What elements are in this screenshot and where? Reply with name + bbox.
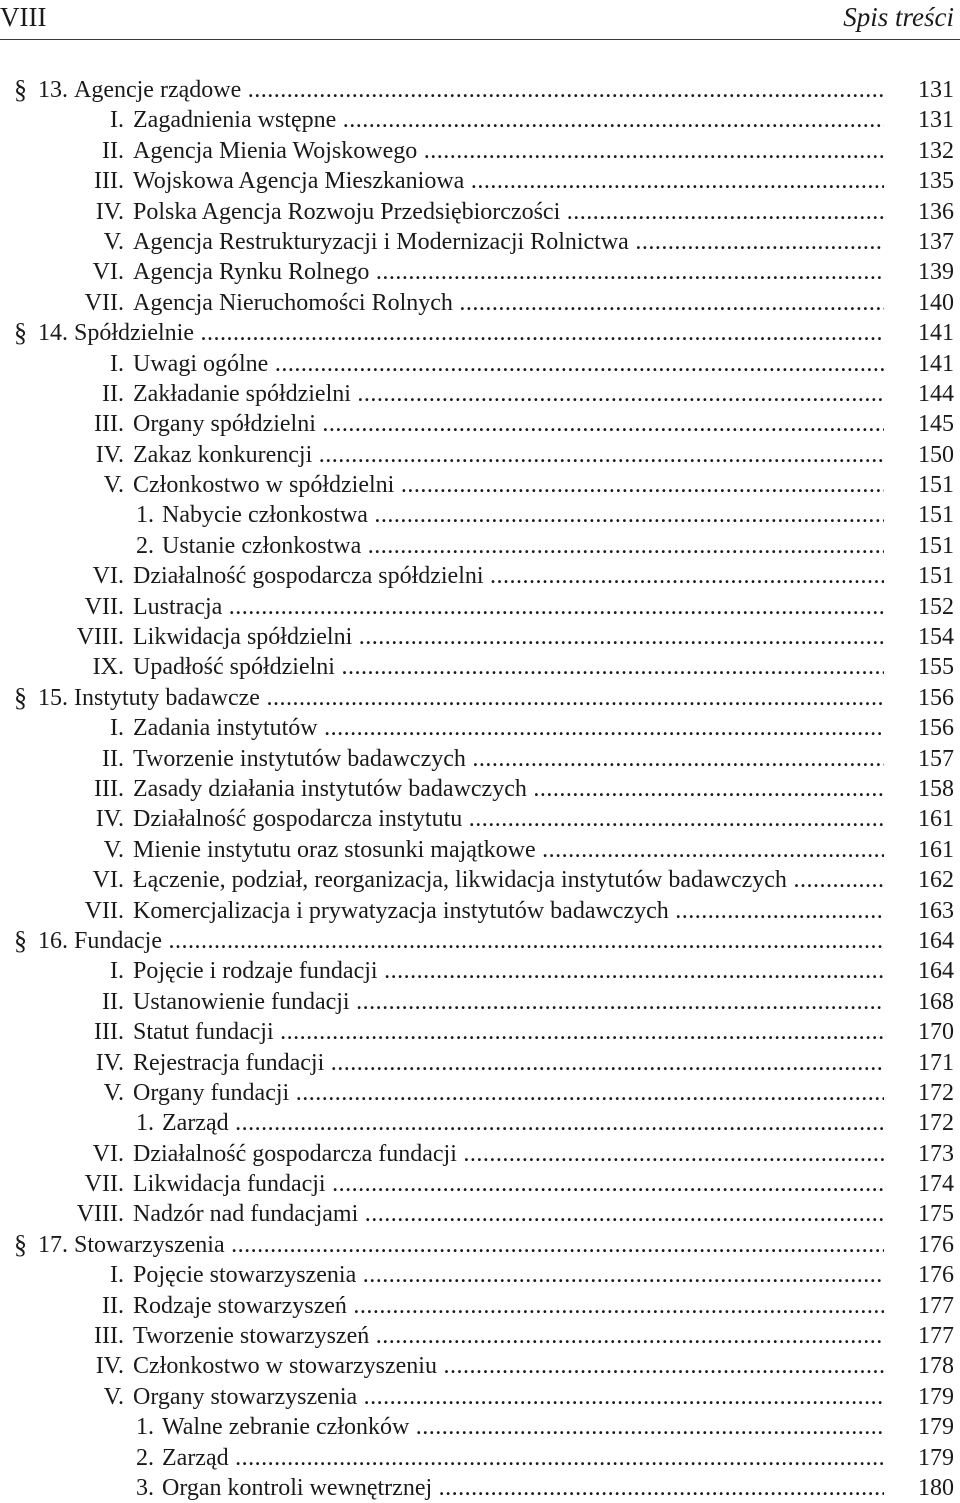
entry-number: IV. xyxy=(95,198,124,225)
entry-title: Likwidacja spółdzielni ..... xyxy=(133,622,884,652)
toc-entry xyxy=(0,1017,960,1047)
entry-number: 13. xyxy=(38,77,68,103)
entry-page-number: 176 xyxy=(918,1262,954,1289)
toc-entry xyxy=(0,1199,960,1229)
entry-title: Zadania instytutów ..... xyxy=(133,713,884,743)
entry-page-number: 152 xyxy=(918,593,954,620)
toc-entry xyxy=(0,379,960,409)
entry-title: Agencja Mienia Wojskowego ..... xyxy=(133,136,884,166)
toc-entry xyxy=(0,926,960,956)
entry-number: II. xyxy=(102,137,124,164)
section-sign: § xyxy=(14,1229,27,1259)
entry-number: III. xyxy=(94,1019,124,1046)
toc-entry xyxy=(0,440,960,470)
entry-number: I. xyxy=(110,107,124,134)
entry-page-number: 150 xyxy=(918,441,954,468)
toc-entry xyxy=(0,1473,960,1503)
entry-number: I. xyxy=(110,715,124,742)
entry-number: VII. xyxy=(84,593,124,620)
entry-number: III. xyxy=(94,168,124,195)
entry-page-number: 154 xyxy=(918,624,954,651)
entry-number: I. xyxy=(110,1262,124,1289)
toc-entry xyxy=(0,75,960,105)
toc-entry xyxy=(0,1412,960,1442)
entry-page-number: 172 xyxy=(918,1110,954,1137)
entry-number: II. xyxy=(102,745,124,772)
entry-title: Agencja Rynku Rolnego ..... xyxy=(133,257,884,287)
page-header xyxy=(0,0,960,40)
toc-entry xyxy=(0,774,960,804)
entry-page-number: 151 xyxy=(918,563,954,590)
entry-number: VII. xyxy=(84,289,124,316)
entry-title: Zakaz konkurencji ..... xyxy=(133,440,884,470)
toc-entry xyxy=(0,1321,960,1351)
entry-page-number: 132 xyxy=(918,137,954,164)
entry-page-number: 151 xyxy=(918,502,954,529)
entry-number: I. xyxy=(110,958,124,985)
entry-page-number: 156 xyxy=(918,684,954,711)
entry-title: Agencja Restrukturyzacji i Modernizacji Rolnictwa ..... xyxy=(133,227,884,257)
entry-page-number: 163 xyxy=(918,897,954,924)
entry-page-number: 131 xyxy=(918,77,954,103)
entry-page-number: 171 xyxy=(918,1049,954,1076)
entry-title: Statut fundacji ..... xyxy=(133,1017,884,1047)
entry-number: VI. xyxy=(92,563,124,590)
toc-entry xyxy=(0,804,960,834)
entry-page-number: 151 xyxy=(918,472,954,499)
toc-entry xyxy=(0,288,960,318)
entry-page-number: 156 xyxy=(918,715,954,742)
entry-title: Mienie instytutu oraz stosunki majątkowe ..... xyxy=(133,835,884,865)
entry-page-number: 168 xyxy=(918,988,954,1015)
entry-page-number: 131 xyxy=(918,107,954,134)
entry-number: II. xyxy=(102,988,124,1015)
entry-title: Komercjalizacja i prywatyzacja instytutów badawczych ..... xyxy=(133,896,884,926)
entry-title: Członkostwo w stowarzyszeniu ..... xyxy=(133,1351,884,1381)
entry-title: Walne zebranie członków ..... xyxy=(162,1412,884,1442)
entry-number: V. xyxy=(103,1079,124,1106)
entry-number: VIII. xyxy=(76,1201,124,1228)
toc-entry xyxy=(0,592,960,622)
entry-page-number: 151 xyxy=(918,532,954,559)
entry-page-number: 161 xyxy=(918,806,954,833)
entry-number: VI. xyxy=(92,1140,124,1167)
entry-title: Agencja Nieruchomości Rolnych ..... xyxy=(133,288,884,318)
entry-page-number: 155 xyxy=(918,654,954,681)
page-number: VIII xyxy=(0,2,47,32)
toc-entry xyxy=(0,1382,960,1412)
toc-entry xyxy=(0,896,960,926)
entry-page-number: 141 xyxy=(918,320,954,347)
entry-number: III. xyxy=(94,411,124,438)
entry-page-number: 162 xyxy=(918,867,954,894)
entry-page-number: 157 xyxy=(918,745,954,772)
entry-page-number: 144 xyxy=(918,380,954,407)
entry-page-number: 170 xyxy=(918,1019,954,1046)
entry-number: V. xyxy=(103,1383,124,1410)
toc-entry xyxy=(0,622,960,652)
entry-title: Nabycie członkostwa ..... xyxy=(162,500,884,530)
entry-number: 3. xyxy=(136,1474,154,1501)
entry-number: VII. xyxy=(84,1171,124,1198)
entry-title: Działalność gospodarcza instytutu ..... xyxy=(133,804,884,834)
entry-title: Rejestracja fundacji ..... xyxy=(133,1048,884,1078)
entry-title: Lustracja ..... xyxy=(133,592,884,622)
toc-entry xyxy=(0,470,960,500)
toc-entry xyxy=(0,713,960,743)
entry-page-number: 179 xyxy=(918,1444,954,1471)
entry-title: Wojskowa Agencja Mieszkaniowa ..... xyxy=(133,166,884,196)
toc-entry xyxy=(0,956,960,986)
entry-title: Zarząd ..... xyxy=(162,1443,884,1473)
entry-title: Organy stowarzyszenia ..... xyxy=(133,1382,884,1412)
entry-number: IV. xyxy=(95,441,124,468)
entry-title: Zagadnienia wstępne ..... xyxy=(133,105,884,135)
toc-entry xyxy=(0,1291,960,1321)
section-sign: § xyxy=(14,75,27,104)
toc-entry xyxy=(0,166,960,196)
entry-number: 14. xyxy=(38,320,68,347)
entry-title: Członkostwo w spółdzielni ..... xyxy=(133,470,884,500)
toc-entry xyxy=(0,1169,960,1199)
toc-entry xyxy=(0,349,960,379)
entry-title: Nadzór nad fundacjami ..... xyxy=(133,1199,884,1229)
toc-entry xyxy=(0,1230,960,1260)
toc-entry xyxy=(0,683,960,713)
toc-entry xyxy=(0,1443,960,1473)
entry-number: IX. xyxy=(92,654,124,681)
entry-number: 1. xyxy=(136,1414,154,1441)
entry-page-number: 137 xyxy=(918,228,954,255)
entry-title: Spółdzielnie ..... xyxy=(74,318,884,348)
entry-number: V. xyxy=(103,836,124,863)
toc-entry xyxy=(0,257,960,287)
entry-title: Zarząd ..... xyxy=(162,1108,884,1138)
entry-page-number: 175 xyxy=(918,1201,954,1228)
entry-title: Pojęcie stowarzyszenia ..... xyxy=(133,1260,884,1290)
entry-title: Zasady działania instytutów badawczych ..... xyxy=(133,774,884,804)
toc-entry xyxy=(0,1260,960,1290)
toc-entry xyxy=(0,744,960,774)
entry-page-number: 174 xyxy=(918,1171,954,1198)
entry-page-number: 178 xyxy=(918,1353,954,1380)
toc-entry xyxy=(0,1048,960,1078)
entry-page-number: 145 xyxy=(918,411,954,438)
entry-number: III. xyxy=(94,775,124,802)
toc-entry xyxy=(0,865,960,895)
entry-title: Ustanowienie fundacji ..... xyxy=(133,987,884,1017)
section-sign: § xyxy=(14,318,27,348)
entry-page-number: 139 xyxy=(918,259,954,286)
entry-page-number: 173 xyxy=(918,1140,954,1167)
entry-page-number: 164 xyxy=(918,927,954,954)
entry-title: Tworzenie instytutów badawczych ..... xyxy=(133,744,884,774)
entry-page-number: 135 xyxy=(918,168,954,195)
toc-entry xyxy=(0,227,960,257)
entry-title: Rodzaje stowarzyszeń ..... xyxy=(133,1291,884,1321)
toc-entry xyxy=(0,1351,960,1381)
entry-page-number: 179 xyxy=(918,1383,954,1410)
entry-title: Stowarzyszenia ..... xyxy=(74,1230,884,1260)
toc-entry xyxy=(0,318,960,348)
entry-number: 1. xyxy=(136,1110,154,1137)
entry-title: Zakładanie spółdzielni ..... xyxy=(133,379,884,409)
toc-entry xyxy=(0,500,960,530)
entry-page-number: 179 xyxy=(918,1414,954,1441)
toc-entry xyxy=(0,652,960,682)
entry-number: VI. xyxy=(92,259,124,286)
entry-title: Fundacje ..... xyxy=(74,926,884,956)
entry-page-number: 136 xyxy=(918,198,954,225)
entry-title: Uwagi ogólne ..... xyxy=(133,349,884,379)
entry-number: V. xyxy=(103,472,124,499)
entry-page-number: 141 xyxy=(918,350,954,377)
entry-number: IV. xyxy=(95,1353,124,1380)
toc-entry xyxy=(0,987,960,1017)
entry-number: VIII. xyxy=(76,624,124,651)
toc-entry xyxy=(0,136,960,166)
entry-number: 2. xyxy=(136,532,154,559)
entry-title: Agencje rządowe ..... xyxy=(74,75,884,105)
entry-number: 16. xyxy=(38,927,68,954)
entry-title: Tworzenie stowarzyszeń ..... xyxy=(133,1321,884,1351)
entry-number: IV. xyxy=(95,1049,124,1076)
toc-entry xyxy=(0,105,960,135)
entry-number: IV. xyxy=(95,806,124,833)
entry-title: Upadłość spółdzielni ..... xyxy=(133,652,884,682)
toc-entry xyxy=(0,561,960,591)
entry-number: II. xyxy=(102,380,124,407)
toc-entry xyxy=(0,409,960,439)
entry-title: Ustanie członkostwa ..... xyxy=(162,531,884,561)
toc-entry xyxy=(0,1139,960,1169)
toc-entry xyxy=(0,1078,960,1108)
toc-entry xyxy=(0,531,960,561)
running-title: Spis treści xyxy=(843,2,954,32)
entry-page-number: 177 xyxy=(918,1323,954,1350)
entry-title: Łączenie, podział, reorganizacja, likwidacja instytutów badawczych ..... xyxy=(133,865,884,895)
toc-entry xyxy=(0,835,960,865)
entry-page-number: 172 xyxy=(918,1079,954,1106)
entry-title: Polska Agencja Rozwoju Przedsiębiorczości ..... xyxy=(133,197,884,227)
entry-page-number: 158 xyxy=(918,775,954,802)
entry-title: Działalność gospodarcza spółdzielni ..... xyxy=(133,561,884,591)
entry-title: Likwidacja fundacji ..... xyxy=(133,1169,884,1199)
entry-page-number: 176 xyxy=(918,1231,954,1258)
entry-number: 1. xyxy=(136,502,154,529)
entry-number: V. xyxy=(103,228,124,255)
entry-number: 17. xyxy=(38,1231,68,1258)
entry-title: Organy spółdzielni ..... xyxy=(133,409,884,439)
table-of-contents xyxy=(0,75,960,1503)
entry-title: Organ kontroli wewnętrznej ..... xyxy=(162,1473,884,1503)
toc-entry xyxy=(0,1108,960,1138)
entry-page-number: 177 xyxy=(918,1292,954,1319)
entry-number: I. xyxy=(110,350,124,377)
entry-number: II. xyxy=(102,1292,124,1319)
entry-page-number: 164 xyxy=(918,958,954,985)
entry-page-number: 161 xyxy=(918,836,954,863)
entry-page-number: 140 xyxy=(918,289,954,316)
entry-title: Instytuty badawcze ..... xyxy=(74,683,884,713)
entry-title: Działalność gospodarcza fundacji ..... xyxy=(133,1139,884,1169)
entry-page-number: 180 xyxy=(918,1474,954,1501)
entry-number: III. xyxy=(94,1323,124,1350)
section-sign: § xyxy=(14,682,27,712)
section-sign: § xyxy=(14,925,27,955)
toc-entry xyxy=(0,197,960,227)
entry-title: Organy fundacji ..... xyxy=(133,1078,884,1108)
entry-number: 2. xyxy=(136,1444,154,1471)
entry-number: VI. xyxy=(92,867,124,894)
entry-number: 15. xyxy=(38,684,68,711)
entry-number: VII. xyxy=(84,897,124,924)
entry-title: Pojęcie i rodzaje fundacji ..... xyxy=(133,956,884,986)
